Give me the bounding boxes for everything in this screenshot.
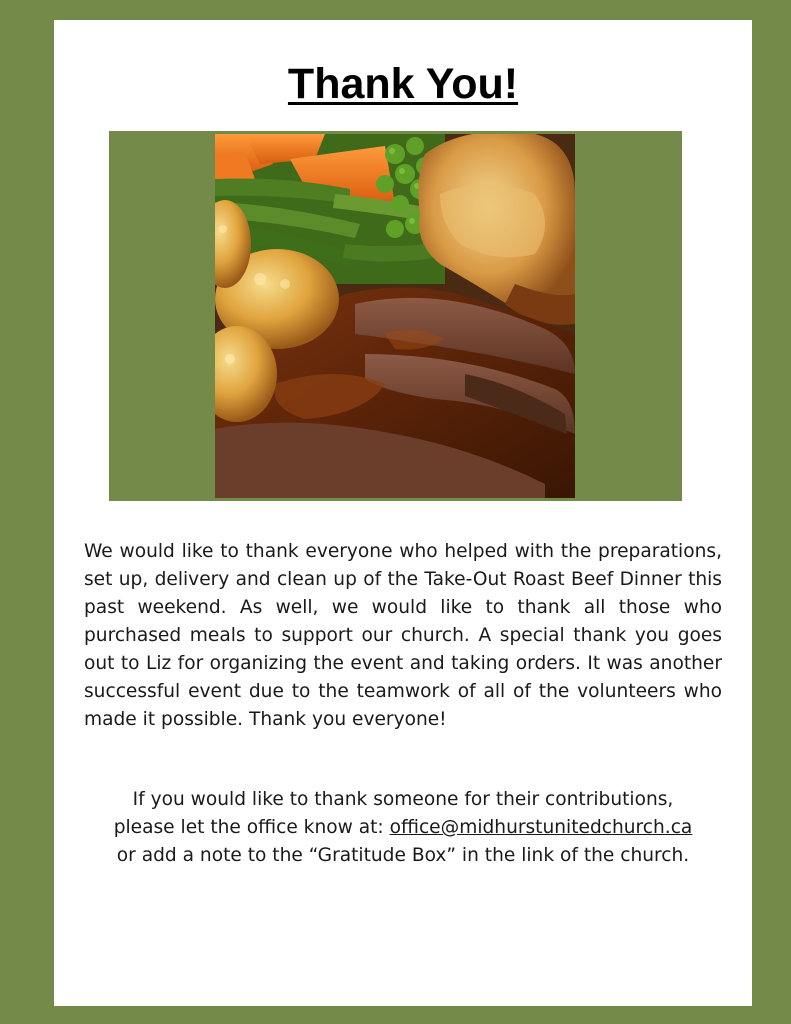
thank-you-paragraph: We would like to thank everyone who helped with the preparations, set up, delivery and clean up of the Take-Out Roast Beef Dinner this past weekend. As well, we would like to thank all those who purchased meals to support our church. A special thank you goes out to Liz for organizing the event and taking orders. It was another successful event due to the teamwork of all of the volunteers who made it possible. Thank you everyone! <box>84 541 722 730</box>
office-email-link[interactable]: office@midhurstunitedchurch.ca <box>389 817 693 838</box>
roast-dinner-photo <box>215 134 575 498</box>
contact-line-3: or add a note to the “Gratitude Box” in the link of the church. <box>116 845 690 866</box>
page-title: Thank You! <box>287 60 519 108</box>
contact-line-1: If you would like to thank someone for their contributions, <box>132 789 674 810</box>
flyer-page <box>54 20 752 1006</box>
contact-note <box>54 786 752 870</box>
photo-frame <box>109 131 682 501</box>
contact-line-2-prefix: please let the office know at: <box>113 817 390 838</box>
